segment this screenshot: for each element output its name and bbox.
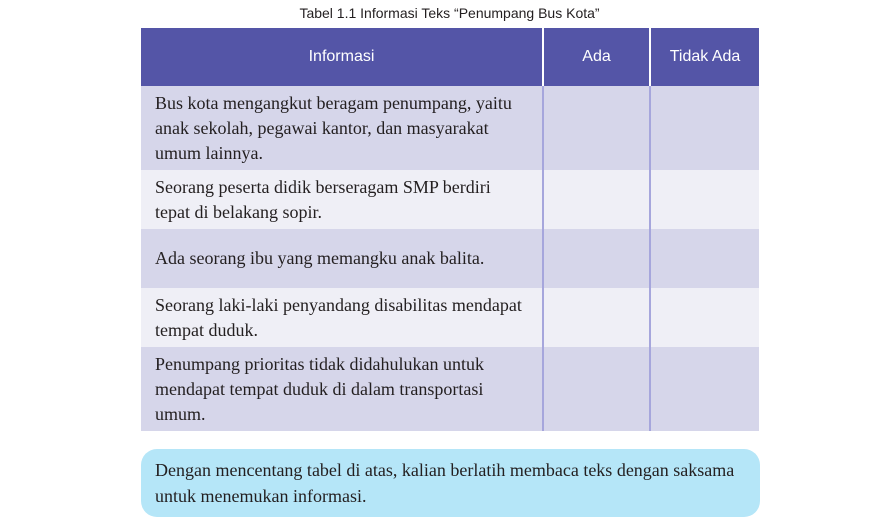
tidak-ada-checkbox-cell[interactable]: [650, 288, 759, 347]
ada-checkbox-cell[interactable]: [543, 288, 650, 347]
table-row: [141, 86, 759, 170]
tidak-ada-checkbox-cell[interactable]: [650, 86, 759, 170]
table-row: [141, 170, 759, 229]
row-info-text: Seorang peserta didik berseragam SMP berdiri tepat di belakang sopir.: [141, 170, 543, 229]
tidak-ada-checkbox-cell[interactable]: [650, 170, 759, 229]
tidak-ada-checkbox-cell[interactable]: [650, 229, 759, 288]
table-row: [141, 229, 759, 288]
tidak-ada-checkbox-cell[interactable]: [650, 347, 759, 431]
ada-checkbox-cell[interactable]: [543, 229, 650, 288]
row-info-text: Bus kota mengangkut beragam penumpang, yaitu anak sekolah, pegawai kantor, dan masyarakat umum lainnya.: [141, 86, 543, 170]
header-tidak-ada: Tidak Ada: [650, 28, 759, 86]
information-table: [141, 28, 759, 431]
ada-checkbox-cell[interactable]: [543, 86, 650, 170]
row-info-text: Penumpang prioritas tidak didahulukan untuk mendapat tempat duduk di dalam transportasi umum.: [141, 347, 543, 431]
instruction-note: Dengan mencentang tabel di atas, kalian berlatih membaca teks dengan saksama untuk menemukan informasi.: [141, 449, 760, 517]
ada-checkbox-cell[interactable]: [543, 347, 650, 431]
table-row: [141, 347, 759, 431]
table-caption: Tabel 1.1 Informasi Teks “Penumpang Bus Kota”: [299, 5, 600, 21]
information-table-wrapper: [141, 28, 759, 431]
table-header-row: [141, 28, 759, 86]
row-info-text: Ada seorang ibu yang memangku anak balita.: [141, 229, 543, 288]
ada-checkbox-cell[interactable]: [543, 170, 650, 229]
header-ada: Ada: [543, 28, 650, 86]
table-row: [141, 288, 759, 347]
row-info-text: Seorang laki-laki penyandang disabilitas mendapat tempat duduk.: [141, 288, 543, 347]
header-informasi: Informasi: [141, 28, 543, 86]
